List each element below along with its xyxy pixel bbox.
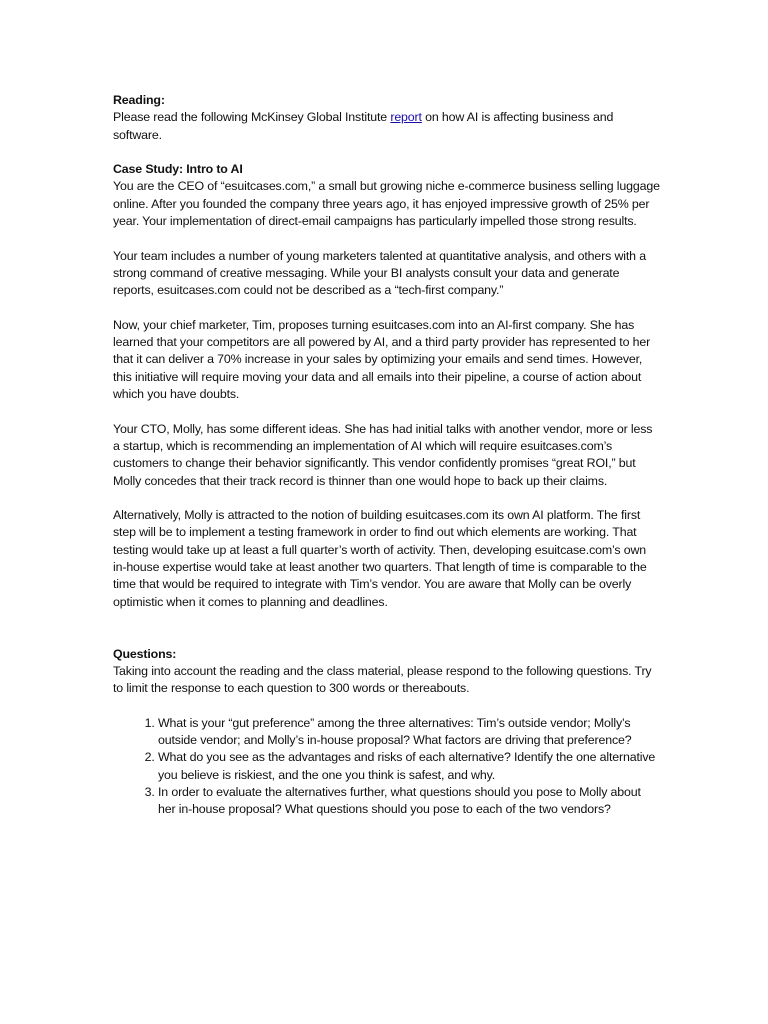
case-study-paragraph-tim: Now, your chief marketer, Tim, proposes turning esuitcases.com into an AI-first company. She has learned that your competitors are all powered by AI, and a third party provider has represented to her that it can deliver a 70% increase in your sales by optimizing your emails and send times. However, this initiative will require moving your data and all emails into their pipeline, a course of action about which you have doubts. (113, 317, 651, 402)
case-study-paragraph-molly-inhouse: Alternatively, Molly is attracted to the notion of building esuitcases.com its own AI platform. The first step will be to implement a testing framework in order to find out which elements are working. That testing would take up at least a full quarter’s worth of activity. Then, developing esuitcase.com’s own in-house expertise would take at least another two quarters. That length of time is comparable to the time that would be required to integrate with Tim’s vendor. You are aware that Molly can be overly optimistic when it comes to planning and deadlines. (113, 508, 647, 609)
question-item-2: 2. What do you see as the advantages and risks of each alternative? Identify the one alternative you believe is riskiest, and the one you think is safest, and why. (158, 749, 661, 784)
document-page (113, 92, 661, 818)
reading-text-after-link: on how AI is affecting business and software. (113, 110, 614, 142)
reading-section (113, 92, 661, 144)
questions-intro: Taking into account the reading and the class material, please respond to the following questions. Try to limit the response to each question to 300 words or thereabouts. (113, 663, 652, 696)
reading-heading: Reading: (113, 93, 165, 107)
questions-section (113, 646, 661, 819)
report-link[interactable]: report (390, 110, 422, 125)
case-study-section (113, 161, 661, 611)
spacer (113, 628, 661, 645)
question-item-1: 1. What is your “gut preference” among the three alternatives: Tim’s outside vendor; Molly’s outside vendor; and Molly’s in-house proposal? What factors are driving that preference? (158, 715, 661, 750)
reading-text-before-link: Please read the following McKinsey Global Institute (113, 110, 391, 125)
question-item-3: 3. In order to evaluate the alternatives further, what questions should you pose to Molly about her in-house proposal? What questions should you pose to each of the two vendors? (158, 784, 661, 819)
questions-list (113, 715, 661, 819)
case-study-paragraph-team: Your team includes a number of young marketers talented at quantitative analysis, and others with a strong command of creative messaging. While your BI analysts consult your data and generate reports, esuitcases.com could not be described as a “tech-first company.” (113, 248, 646, 298)
questions-heading: Questions: (113, 646, 177, 661)
case-study-paragraph-intro: You are the CEO of “esuitcases.com,” a small but growing niche e-commerce business selling luggage online. After you founded the company three years ago, it has enjoyed impressive growth of 25% per year. Your implementation of direct-email campaigns has particularly impelled those strong results. (113, 179, 660, 229)
case-study-paragraph-molly-vendor: Your CTO, Molly, has some different ideas. She has had initial talks with another vendor, more or less a startup, which is recommending an implementation of AI which will require esuitcases.com’s customers to change their behavior significantly. This vendor confidently promises “great ROI,” but Molly concedes that their track record is thinner than one would hope to back up their claims. (113, 421, 653, 488)
case-study-heading: Case Study: Intro to AI (113, 162, 243, 177)
